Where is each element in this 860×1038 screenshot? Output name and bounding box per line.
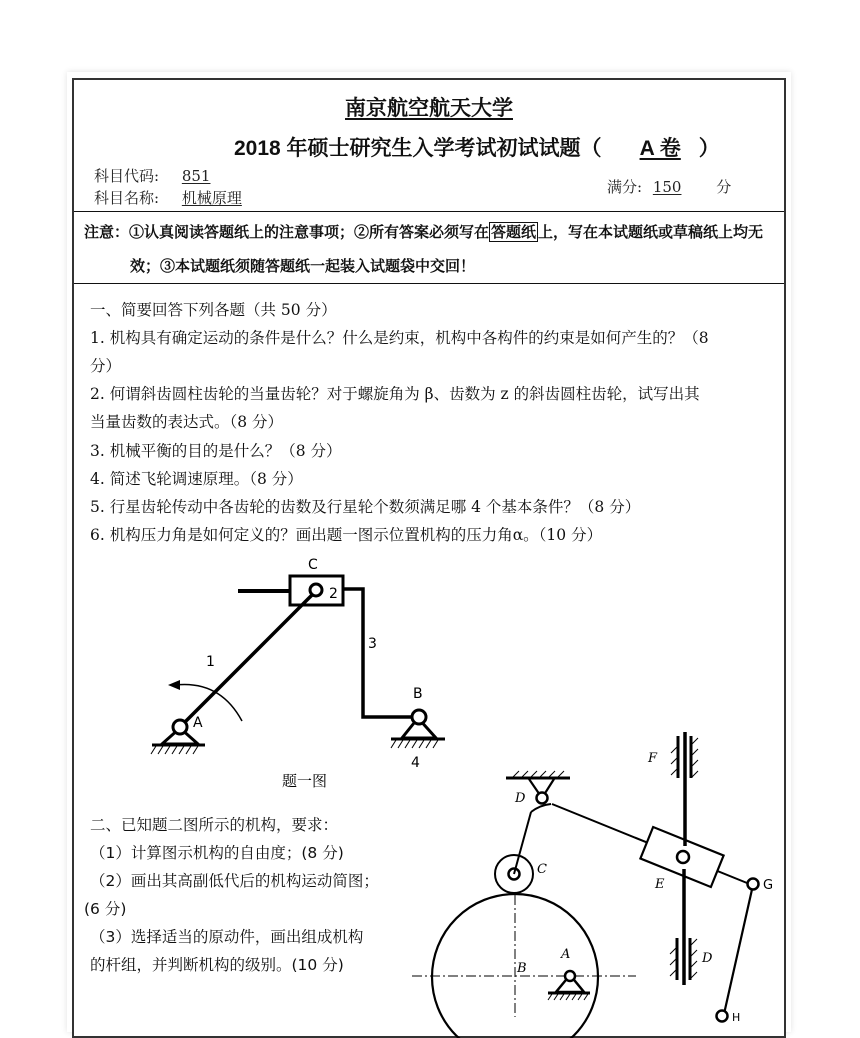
section-1-heading: 一、简要回答下列各题（共 50 分） <box>90 301 337 319</box>
section-2-heading: 二、已知题二图所示的机构，要求： <box>90 816 339 834</box>
question-3: 3. 机械平衡的目的是什么？（8 分） <box>90 442 342 460</box>
joint-d-arc <box>531 804 551 812</box>
section-2-item-3: （3）选择适当的原动件，画出组成机构 <box>90 928 364 946</box>
subject-name-label: 科目名称: <box>94 189 160 207</box>
question-2: 2. 何谓斜齿圆柱齿轮的当量齿轮？对于螺旋角为 β、齿数为 z 的斜齿圆柱齿轮，试写出其 <box>90 385 700 403</box>
label-c: C <box>308 557 318 573</box>
pivot-e <box>677 851 689 863</box>
label-link-3: 3 <box>368 636 377 652</box>
notice-prefix: 注意：①认真阅读答题纸上的注意事项；②所有答案必须写在 <box>84 223 490 241</box>
label-a: A <box>193 715 203 731</box>
pivot-h <box>717 1011 728 1022</box>
question-6: 6. 机构压力角是如何定义的？画出题一图示位置机构的压力角α。（10 分） <box>90 526 603 544</box>
figure-1-caption: 题一图 <box>282 772 328 790</box>
label-d-top: D <box>515 791 526 806</box>
full-score-value: 150 <box>652 178 682 196</box>
label-b2: B <box>517 961 527 976</box>
section-2-item-2: （2）画出其高副低代后的机构运动简图； <box>90 872 379 890</box>
subject-code-label: 科目代码: <box>94 167 160 185</box>
label-e: E <box>655 877 665 892</box>
label-slider-2: 2 <box>329 586 338 602</box>
section-2-item-3-cont: 的杆组，并判断机构的级别。(10 分) <box>90 956 344 974</box>
paper-close: ） <box>698 137 720 160</box>
notice-suffix: 上，写在本试题纸或草稿纸上均无 <box>538 223 764 241</box>
full-score-label: 满分: <box>607 178 643 196</box>
question-2-cont: 当量齿数的表达式。（8 分） <box>90 413 284 431</box>
question-4: 4. 简述飞轮调速原理。（8 分） <box>90 470 303 488</box>
subject-code-value: 851 <box>181 167 211 185</box>
label-link-1: 1 <box>206 654 215 670</box>
label-b: B <box>413 686 423 702</box>
question-1: 1. 机构具有确定运动的条件是什么？什么是约束，机构中各构件的约束是如何产生的？（8 <box>90 329 709 347</box>
pivot-g <box>748 879 759 890</box>
pivot-a2 <box>565 971 575 981</box>
ground-d-top-hatch <box>513 771 564 777</box>
pivot-d-top <box>537 793 548 804</box>
label-c2: C <box>537 862 547 877</box>
university-name: 南京航空航天大学 <box>345 95 513 120</box>
question-1-cont: 分） <box>90 357 122 375</box>
label-f: F <box>648 751 658 766</box>
label-g: G <box>763 878 774 893</box>
label-d-bottom: D <box>702 951 713 966</box>
ground-a2-hatch <box>548 994 588 1000</box>
label-ground-4: 4 <box>411 755 420 771</box>
notice-line-2-text: 效；③本试题纸须随答题纸一起装入试题袋中交回！ <box>130 257 476 275</box>
section-2-item-1: （1）计算图示机构的自由度；(8 分) <box>90 844 344 862</box>
question-5: 5. 行星齿轮传动中各齿轮的齿数及行星轮个数须满足哪 4 个基本条件？（8 分） <box>90 498 641 516</box>
score-unit: 分 <box>716 178 732 196</box>
paper-version: A 卷 <box>639 137 681 160</box>
label-h: H <box>732 1011 741 1024</box>
notice-boxed-answer-sheet: 答题纸 <box>491 223 537 241</box>
link-gh <box>724 885 753 1014</box>
section-2-item-2-cont: (6 分) <box>84 900 127 918</box>
label-a2: A <box>561 947 571 962</box>
exam-title-text: 2018 年硕士研究生入学考试初试试题（ <box>234 137 602 160</box>
subject-name-value: 机械原理 <box>181 189 242 207</box>
